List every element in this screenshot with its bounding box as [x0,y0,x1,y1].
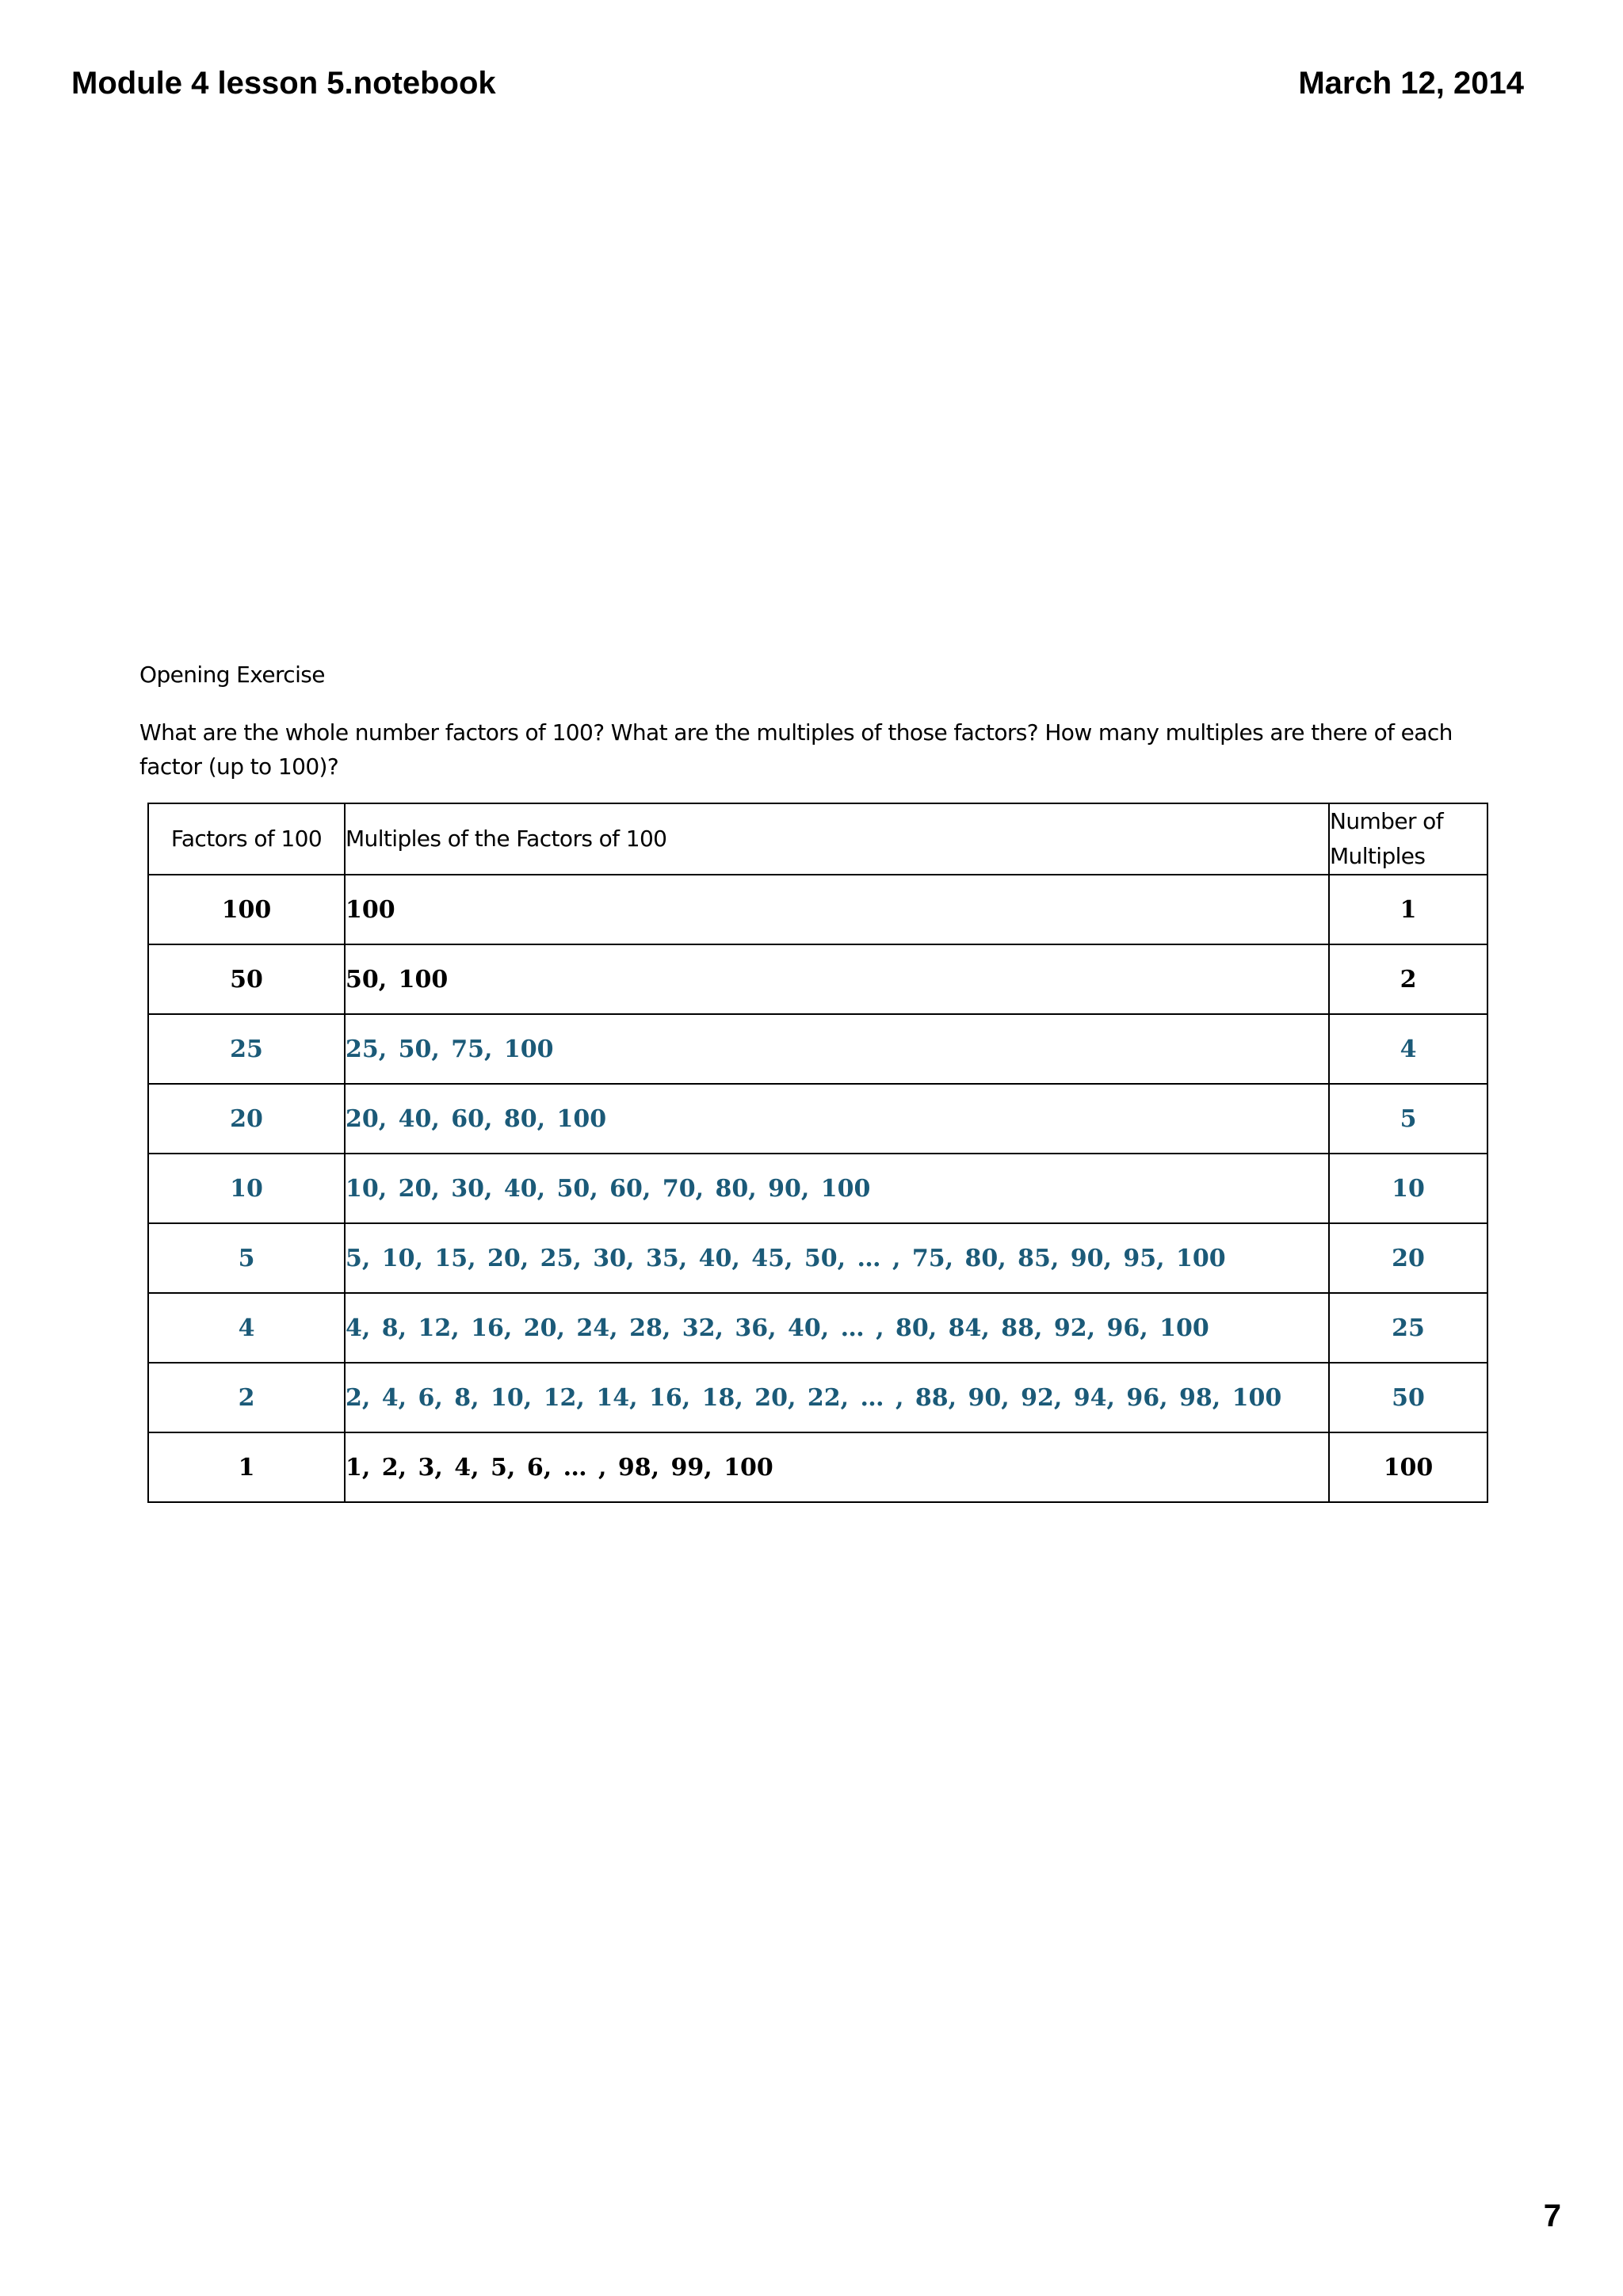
multiples-cell: 100 [345,875,1329,944]
header-count-line2: Multiples [1330,843,1426,869]
exercise-question: What are the whole number factors of 100? What are the multiples of those factors? How many multiples are there of each factor (up to 100)? [139,719,1453,780]
exercise-heading: Opening Exercise [139,662,325,688]
factor-cell: 20 [148,1084,345,1154]
table-header-row [148,803,1487,875]
header-multiples: Multiples of the Factors of 100 [345,803,1329,875]
count-cell: 20 [1329,1223,1487,1293]
header-count-line1: Number of [1330,808,1443,834]
table-body [148,875,1487,1502]
table-row [148,875,1487,944]
factor-cell: 10 [148,1154,345,1223]
multiples-cell: 1, 2, 3, 4, 5, 6, … , 98, 99, 100 [345,1432,1329,1502]
table-row [148,1154,1487,1223]
table-row [148,1223,1487,1293]
factor-cell: 100 [148,875,345,944]
multiples-cell: 5, 10, 15, 20, 25, 30, 35, 40, 45, 50, … , 75, 80, 85, 90, 95, 100 [345,1223,1329,1293]
header-factors: Factors of 100 [148,803,345,875]
table-row [148,1432,1487,1502]
factor-cell: 4 [148,1293,345,1363]
notebook-title: Module 4 lesson 5.notebook [71,66,496,101]
multiples-cell: 10, 20, 30, 40, 50, 60, 70, 80, 90, 100 [345,1154,1329,1223]
multiples-cell: 2, 4, 6, 8, 10, 12, 14, 16, 18, 20, 22, … , 88, 90, 92, 94, 96, 98, 100 [345,1363,1329,1432]
count-cell: 1 [1329,875,1487,944]
multiples-cell: 25, 50, 75, 100 [345,1014,1329,1084]
count-cell: 2 [1329,944,1487,1014]
count-cell: 4 [1329,1014,1487,1084]
page-number: 7 [1543,2199,1561,2233]
table-row [148,1014,1487,1084]
notebook-date: March 12, 2014 [1298,66,1524,101]
factor-cell: 2 [148,1363,345,1432]
count-cell: 100 [1329,1432,1487,1502]
header-number-of-multiples [1329,803,1487,875]
count-cell: 25 [1329,1293,1487,1363]
factor-cell: 5 [148,1223,345,1293]
factor-cell: 1 [148,1432,345,1502]
table-row [148,944,1487,1014]
table-row [148,1293,1487,1363]
factor-cell: 25 [148,1014,345,1084]
multiples-cell: 50, 100 [345,944,1329,1014]
count-cell: 10 [1329,1154,1487,1223]
multiples-cell: 20, 40, 60, 80, 100 [345,1084,1329,1154]
count-cell: 50 [1329,1363,1487,1432]
table-row [148,1084,1487,1154]
factor-cell: 50 [148,944,345,1014]
factors-table [147,803,1488,1503]
count-cell: 5 [1329,1084,1487,1154]
multiples-cell: 4, 8, 12, 16, 20, 24, 28, 32, 36, 40, … , 80, 84, 88, 92, 96, 100 [345,1293,1329,1363]
table-row [148,1363,1487,1432]
